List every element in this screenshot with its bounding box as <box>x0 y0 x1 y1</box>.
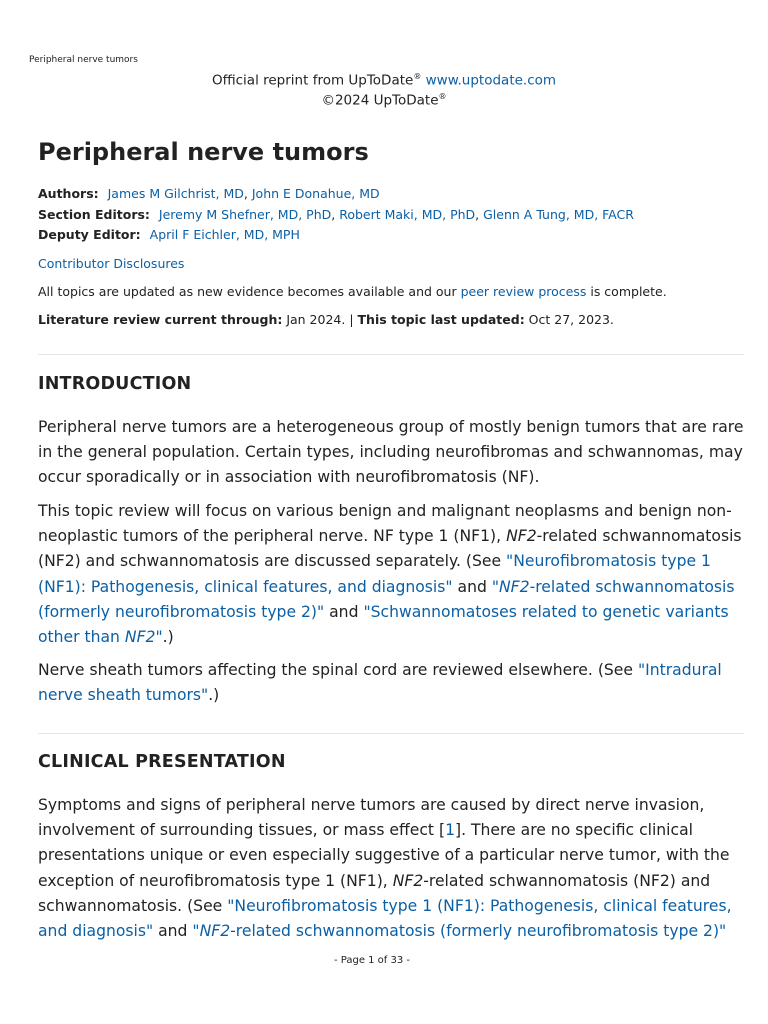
page-title: Peripheral nerve tumors <box>38 138 369 166</box>
nf1-topic-link[interactable]: "Neurofibromatosis type 1 (NF1): Pathogenesis, clinical features, and diagnosis" <box>38 896 732 941</box>
lit-review-value: Jan 2024. | <box>282 312 358 327</box>
deputy-editor-label: Deputy Editor: <box>38 227 141 242</box>
gene-name: NF2 <box>199 922 231 941</box>
clinical-paragraph-1 <box>38 793 746 944</box>
introduction-heading: INTRODUCTION <box>38 374 192 394</box>
text-span: -related schwannomatosis (NF2) and schwannomatosis are discussed separately. (See <box>38 527 742 571</box>
link-quote: " <box>192 922 200 941</box>
intro-paragraph-2 <box>38 499 746 650</box>
nf1-topic-link[interactable]: "Neurofibromatosis type 1 (NF1): Pathogenesis, clinical features, and diagnosis" <box>38 552 711 596</box>
section-editor-link[interactable]: Glenn A Tung, MD, FACR <box>483 207 634 222</box>
intradural-topic-link[interactable]: "Intradural nerve sheath tumors" <box>38 661 722 705</box>
page-number: - Page 1 of 33 - <box>333 955 411 966</box>
gene-name: NF2 <box>124 628 156 647</box>
reprint-notice <box>0 72 768 89</box>
gene-name: NF2 <box>499 577 530 596</box>
text-span: -related schwannomatosis (NF2) and schwannomatosis. (See <box>38 871 711 915</box>
link-quote: " <box>155 628 163 647</box>
section-editor-link[interactable]: Jeremy M Shefner, MD, PhD <box>158 207 332 222</box>
intro-paragraph-1: Peripheral nerve tumors are a heterogeneous group of mostly benign tumors that are rare in the general population. Certain types, including neurofibromas and schwannomas, may occur sporadically or in association with neurofibromatosis (NF). <box>38 418 744 487</box>
contributor-disclosures-link[interactable]: Contributor Disclosures <box>38 256 185 271</box>
text-span: .) <box>162 628 174 647</box>
registered-mark-2: ® <box>438 92 447 101</box>
deputy-editor-link[interactable]: April F Eichler, MD, MPH <box>149 227 300 242</box>
reprint-text: Official reprint from UpToDate <box>211 72 414 89</box>
text-span: and <box>324 602 364 621</box>
contributor-disclosures-row <box>38 256 184 271</box>
text-span: and <box>153 922 193 941</box>
text-span: ]. There are no specific clinical presentations unique or even especially suggestive of a particular nerve tumor, with the exception of neurofibromatosis type 1 (NF1), <box>38 821 730 890</box>
gene-name: NF2 <box>506 527 537 546</box>
last-updated-label: This topic last updated: <box>357 312 525 327</box>
author-link[interactable]: James M Gilchrist, MD <box>107 186 244 201</box>
section-editors-label: Section Editors: <box>38 207 150 222</box>
text-span: Nerve sheath tumors affecting the spinal cord are reviewed elsewhere. (See <box>38 661 638 679</box>
intro-paragraph-3 <box>38 658 746 708</box>
link-text: -related schwannomatosis (formerly neurofibromatosis type 2)" <box>38 577 735 621</box>
text-span: Symptoms and signs of peripheral nerve tumors are caused by direct nerve invasion, involvement of surrounding tissues, or mass effect [ <box>38 796 705 840</box>
copyright-notice <box>0 92 768 109</box>
text-span: .) <box>208 686 220 705</box>
section-divider <box>38 733 744 734</box>
link-quote: " <box>491 577 500 596</box>
gene-name: NF2 <box>392 871 424 890</box>
link-text: "Schwannomatoses related to genetic variants other than <box>38 602 729 647</box>
authors-line: Authors: James M Gilchrist, MD, John E Donahue, MD <box>38 186 380 201</box>
last-updated-value: Oct 27, 2023. <box>524 312 614 327</box>
link-text: -related schwannomatosis (formerly neurofibromatosis type 2)" <box>230 922 727 941</box>
text-span: This topic review will focus on various benign and malignant neoplasms and benign non-neoplastic tumors of the peripheral nerve. NF type 1 (NF1), <box>38 502 732 546</box>
section-editors-line: Section Editors: Jeremy M Shefner, MD, PhD, Robert Maki, MD, PhD, Glenn A Tung, MD, FACR <box>38 207 634 222</box>
author-link[interactable]: John E Donahue, MD <box>251 186 380 201</box>
lit-review-label: Literature review current through: <box>38 312 283 327</box>
running-title: Peripheral nerve tumors <box>29 55 138 65</box>
update-notice-text-end: is complete. <box>586 284 667 299</box>
copyright-text: ©2024 UpToDate <box>321 92 439 109</box>
section-divider <box>38 354 744 355</box>
reference-link[interactable]: 1 <box>445 821 456 840</box>
update-notice <box>38 284 667 299</box>
peer-review-link[interactable]: peer review process <box>460 284 587 299</box>
clinical-presentation-heading: CLINICAL PRESENTATION <box>38 752 286 772</box>
update-notice-text: All topics are updated as new evidence becomes available and our <box>38 284 461 299</box>
deputy-editor-line <box>38 227 300 242</box>
uptodate-link[interactable]: www.uptodate.com <box>425 72 557 89</box>
authors-label: Authors: <box>38 186 99 201</box>
text-span: and <box>452 577 492 596</box>
review-dates <box>38 312 614 327</box>
section-editor-link[interactable]: Robert Maki, MD, PhD <box>339 207 476 222</box>
nf2-topic-link[interactable] <box>192 922 726 940</box>
registered-mark: ® <box>413 72 422 81</box>
